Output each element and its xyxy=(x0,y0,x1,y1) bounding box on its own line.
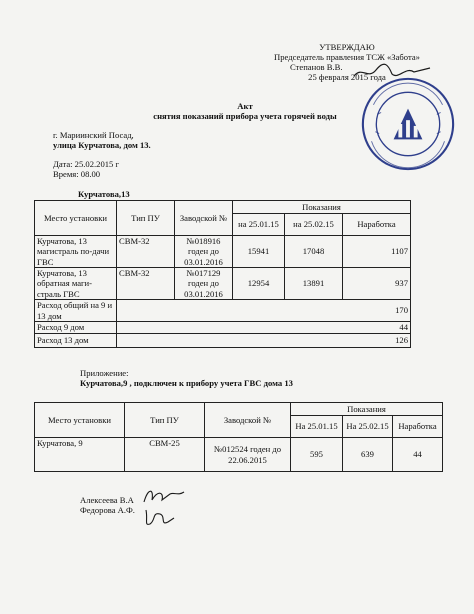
cell-place: Курчатова, 9 xyxy=(35,438,125,472)
summary-label: Расход 9 дом xyxy=(35,322,117,334)
cell-type: СВМ-25 xyxy=(125,438,205,472)
approver-position: Председатель правления ТСЖ «Забота» xyxy=(274,52,420,63)
header-serial: Заводской № xyxy=(205,403,291,438)
cell-serial: №018916 годен до 03.01.2016 xyxy=(175,236,233,268)
title-act: Акт xyxy=(237,101,253,111)
summary-value: 170 xyxy=(117,300,411,322)
cell-reading-jan: 12954 xyxy=(233,268,285,300)
cell-reading-jan: 15941 xyxy=(233,236,285,268)
organization-stamp xyxy=(360,76,456,172)
signatures-block xyxy=(80,495,135,515)
cell-type: СВМ-32 xyxy=(117,268,175,300)
cell-work: 1107 xyxy=(343,236,411,268)
cell-serial: №017129 годен до 03.01.2016 xyxy=(175,268,233,300)
summary-row-total xyxy=(35,300,411,322)
header-readings: Показания xyxy=(233,201,411,214)
header-readings: Показания xyxy=(291,403,443,416)
signatory-1: Алексеева В.А xyxy=(80,495,134,505)
title-subject: снятия показаний прибора учета горячей воды xyxy=(153,111,337,122)
header-serial: Заводской № xyxy=(175,201,233,236)
approver-name: Степанов В.В. xyxy=(290,62,343,73)
readings-table-house-13 xyxy=(34,200,411,348)
cell-serial: №012524 годен до 22.06.2015 xyxy=(205,438,291,472)
document-title xyxy=(120,101,370,121)
cell-reading-feb: 17048 xyxy=(285,236,343,268)
readings-table-house-9 xyxy=(34,402,443,472)
header-type: Тип ПУ xyxy=(117,201,175,236)
header-reading-jan: На 25.01.15 xyxy=(291,416,343,438)
record-time: Время: 08.00 xyxy=(53,169,101,180)
signature-1 xyxy=(140,484,190,506)
summary-row-house-13 xyxy=(35,334,411,348)
cell-reading-feb: 13891 xyxy=(285,268,343,300)
table1-caption: Курчатова,13 xyxy=(78,189,130,199)
cell-type: СВМ-32 xyxy=(117,236,175,268)
street: улица Курчатова, дом 13. xyxy=(53,140,151,151)
cell-reading-feb: 639 xyxy=(343,438,393,472)
approval-date: 25 февраля 2015 года xyxy=(308,72,386,83)
approval-heading: УТВЕРЖДАЮ xyxy=(319,42,375,52)
appendix-block xyxy=(80,368,293,388)
record-date: Дата: 25.02.2015 г xyxy=(53,159,120,169)
header-reading-jan: на 25.01.15 xyxy=(233,214,285,236)
cell-place: Курчатова, 13 магистраль по-дачи ГВС xyxy=(35,236,117,268)
header-reading-feb: На 25.02.15 xyxy=(343,416,393,438)
summary-value: 44 xyxy=(117,322,411,334)
summary-row-house-9 xyxy=(35,322,411,334)
appendix-text: Курчатова,9 , подключен к прибору учета ГВС дома 13 xyxy=(80,378,293,389)
table-row xyxy=(35,268,411,300)
signature-2 xyxy=(140,506,180,530)
location-block xyxy=(53,130,151,150)
table-row xyxy=(35,236,411,268)
summary-label: Расход 13 дом xyxy=(35,334,117,348)
datetime-block xyxy=(53,159,119,179)
appendix-label: Приложение: xyxy=(80,368,129,378)
header-reading-feb: на 25.02.15 xyxy=(285,214,343,236)
table-row xyxy=(35,438,443,472)
cell-reading-jan: 595 xyxy=(291,438,343,472)
header-work: Наработка xyxy=(393,416,443,438)
cell-work: 44 xyxy=(393,438,443,472)
summary-value: 126 xyxy=(117,334,411,348)
header-work: Наработка xyxy=(343,214,411,236)
cell-place: Курчатова, 13 обратная маги-страль ГВС xyxy=(35,268,117,300)
summary-label: Расход общий на 9 и 13 дом xyxy=(35,300,117,322)
header-place: Место установки xyxy=(35,403,125,438)
signatory-2: Федорова А.Ф. xyxy=(80,505,135,516)
header-type: Тип ПУ xyxy=(125,403,205,438)
cell-work: 937 xyxy=(343,268,411,300)
header-place: Место установки xyxy=(35,201,117,236)
city: г. Мариинский Посад, xyxy=(53,130,134,140)
